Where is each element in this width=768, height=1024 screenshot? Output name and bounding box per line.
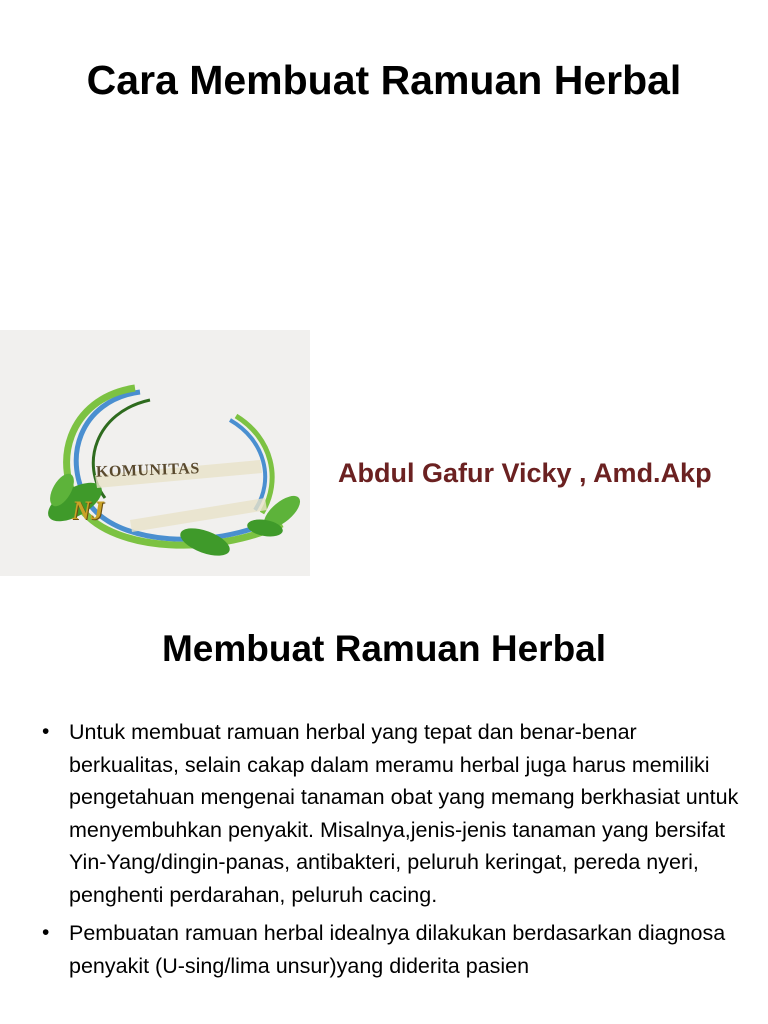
presentation-title: Cara Membuat Ramuan Herbal [86,57,682,103]
author-name: Abdul Gafur Vicky , Amd.Akp [338,458,712,488]
bullet-icon: • [42,921,50,944]
leaf-bottom [177,523,233,561]
logo-text-nj: NJ [72,496,104,525]
bullet-text: Pembuatan ramuan herbal idealnya dilakukan berdasarkan diagnosa penyakit (U-sing/lima unsur)yang diderita pasien [69,921,726,978]
slide-heading: Membuat Ramuan Herbal [161,628,607,669]
bullet-list [42,716,742,988]
bullet-text: Untuk membuat ramuan herbal yang tepat dan benar-benar berkualitas, selain cakap dalam meramu herbal juga harus memiliki pengetahuan mengenai tanaman obat yang memang berkhasiat untuk menyembuhkan penyakit. Misalnya,jenis-jenis tanaman yang bersifat Yin-Yang/dingin-panas, antibakteri, peluruh keringat, pereda nyeri, penghenti perdarahan, peluruh cacing. [69,720,739,907]
bullet-item [42,917,742,982]
logo-text-komunitas: KOMUNITAS [95,460,201,481]
logo-banner-lower [130,498,267,532]
logo-graphic [0,330,310,576]
slide-content [0,600,768,1024]
bullet-icon: • [42,720,50,743]
bullet-item [42,716,742,911]
community-logo [0,330,310,576]
